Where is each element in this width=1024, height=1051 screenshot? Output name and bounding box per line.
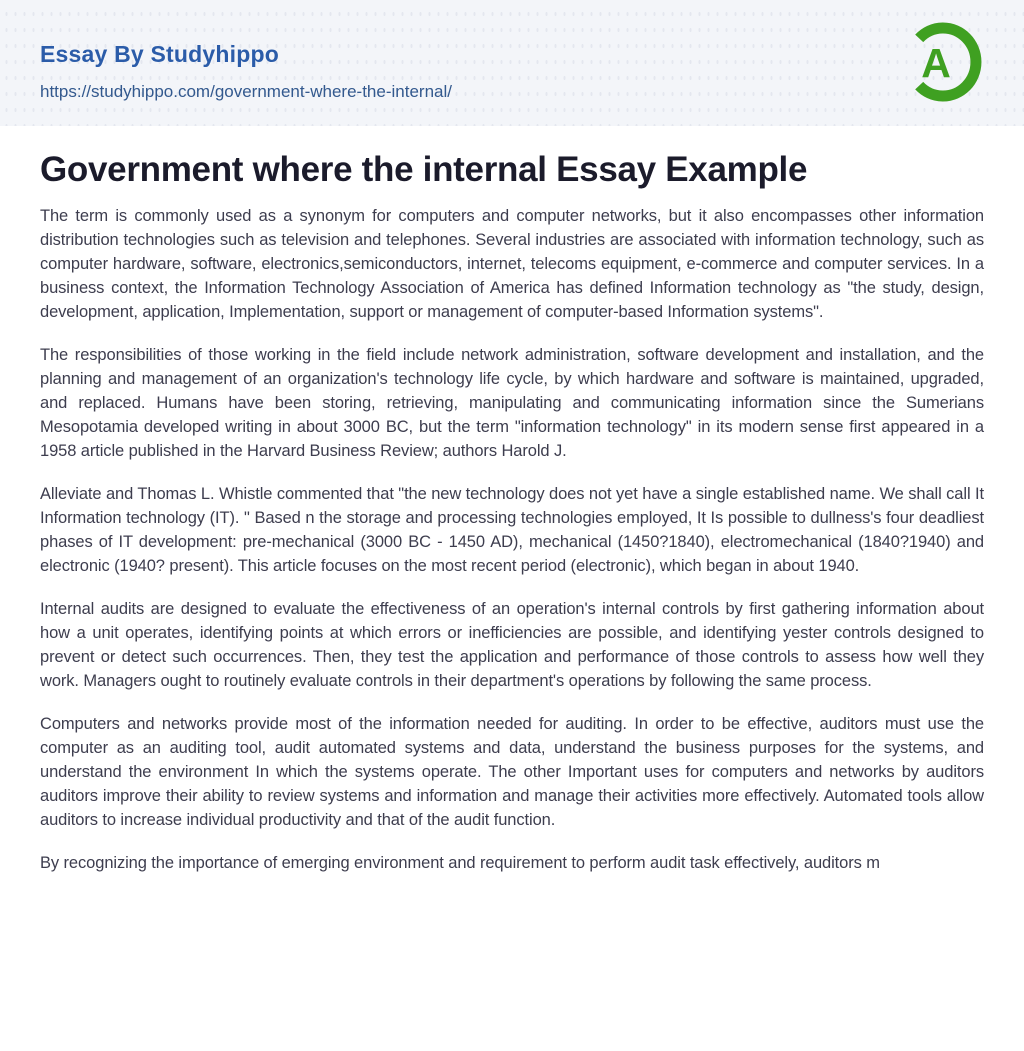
studyhippo-logo: [900, 18, 986, 106]
logo-letter: A: [921, 39, 951, 86]
essay-paragraph: Alleviate and Thomas L. Whistle commented that "the new technology does not yet have a single established name. We shall call It Information technology (IT). " Based n the storage and processing technologies employed, It Is possible to dullness's four deadliest phases of IT development: pre-mechanical (3000 BC - 1450 AD), mechanical (1450?1840), electromechanical (1840?1940) and electronic (1940? present). This article focuses on the most recent period (electronic), which began in about 1940.: [40, 485, 984, 575]
site-title: Essay By Studyhippo: [40, 41, 279, 67]
essay-paragraph: The responsibilities of those working in the field include network administration, software development and installation, and the planning and management of an organization's technology life cycle, by which hardware and software is maintained, upgraded, and replaced. Humans have been storing, retrieving, manipulating and communicating information since the Sumerians Mesopotamia developed writing in about 3000 BC, but the term "information technology" in its modern sense first appeared in a 1958 article published in the Harvard Business Review; authors Harold J.: [40, 346, 984, 460]
essay-paragraph: Computers and networks provide most of the information needed for auditing. In order to be effective, auditors must use the computer as an auditing tool, audit automated systems and data, understand the business purposes for the systems, and understand the environment In which the systems operate. The other Important uses for computers and networks by auditors auditors improve their ability to review systems and information and manage their activities more effectively. Automated tools allow auditors to increase individual productivity and that of the audit function.: [40, 715, 984, 829]
essay-title: Government where the internal Essay Example: [40, 150, 808, 189]
page-url-link[interactable]: https://studyhippo.com/government-where-the-internal/: [40, 82, 452, 101]
essay-paragraph: By recognizing the importance of emerging environment and requirement to perform audit task effectively, auditors m: [40, 854, 880, 872]
page-header: [0, 0, 1024, 126]
essay-paragraph: The term is commonly used as a synonym for computers and computer networks, but it also encompasses other information distribution technologies such as television and telephones. Several industries are associated with information technology, such as computer hardware, software, electronics,semiconductors, internet, telecoms equipment, e-commerce and computer services. In a business context, the Information Technology Association of America has defined Information technology as "the study, design, development, application, Implementation, support or management of computer-based Information systems".: [40, 207, 984, 321]
essay-paragraph: Internal audits are designed to evaluate the effectiveness of an operation's internal controls by first gathering information about how a unit operates, identifying points at which errors or inefficiencies are possible, and identifying yester controls designed to prevent or detect such occurrences. Then, they test the application and performance of those controls to assess how well they work. Managers ought to routinely evaluate controls in their department's operations by following the same process.: [40, 600, 984, 690]
essay-article: [0, 126, 1024, 875]
